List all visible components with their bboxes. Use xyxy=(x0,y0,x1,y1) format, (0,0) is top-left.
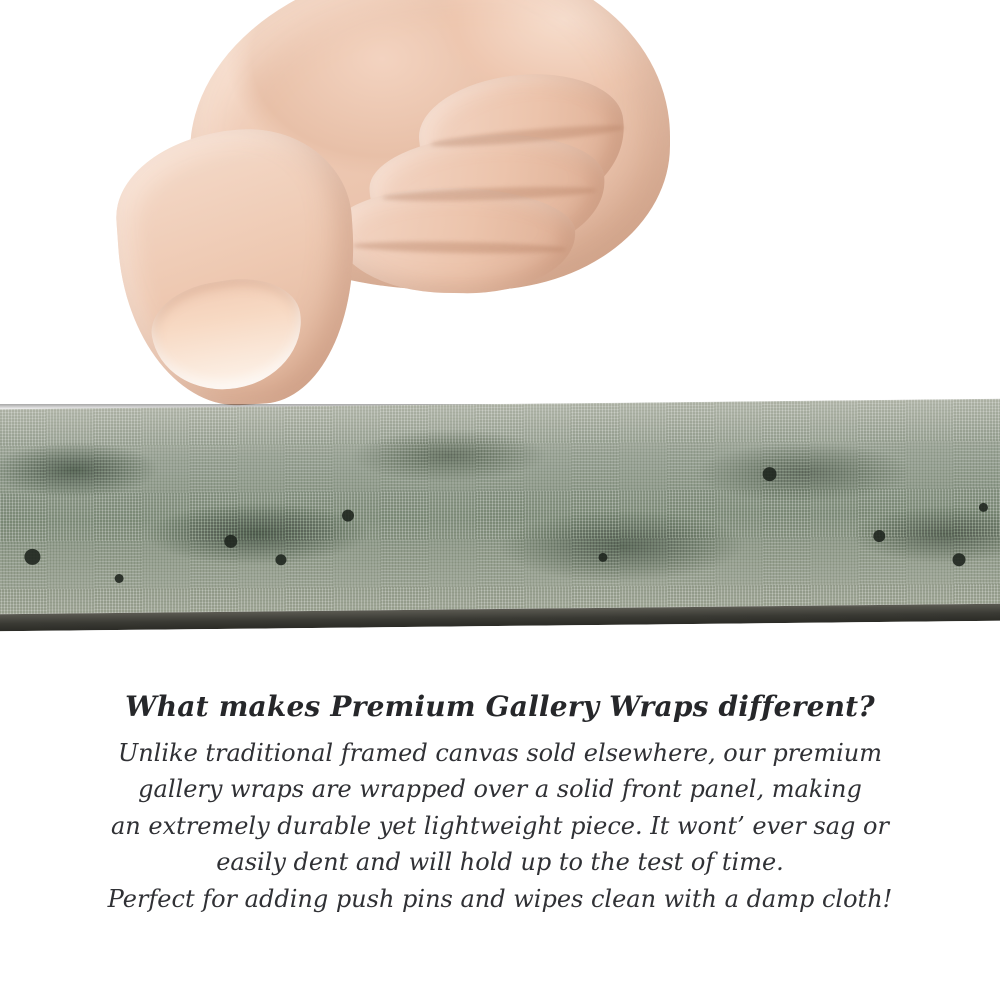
caption-block xyxy=(0,690,1000,917)
hand-illustration xyxy=(120,0,680,430)
caption-line: an extremely durable yet lightweight piece. It wont’ ever sag or xyxy=(111,811,889,840)
canvas-speck xyxy=(598,553,607,562)
caption-line: easily dent and will hold up to the test of time. xyxy=(216,848,784,877)
canvas-speck xyxy=(979,503,988,512)
caption-heading: What makes Premium Gallery Wraps different? xyxy=(125,690,875,723)
thumbnail-shape xyxy=(145,270,310,400)
canvas-speck xyxy=(115,574,124,583)
canvas-edge-strip xyxy=(0,399,1000,632)
canvas-speck xyxy=(224,535,237,548)
caption-line: gallery wraps are wrapped over a solid front panel, making xyxy=(138,775,862,804)
canvas-weave-texture xyxy=(0,399,1000,615)
canvas-speck xyxy=(873,530,885,542)
canvas-speck xyxy=(952,553,965,566)
canvas-printed-surface xyxy=(0,399,1000,615)
canvas-speck xyxy=(24,549,40,565)
thumb-shape xyxy=(111,122,365,413)
canvas-speck xyxy=(342,510,354,522)
canvas-speck xyxy=(275,554,286,565)
caption-line: Unlike traditional framed canvas sold elsewhere, our premium xyxy=(117,739,882,767)
canvas-speck xyxy=(763,467,777,481)
caption-line: Perfect for adding push pins and wipes clean with a damp cloth! xyxy=(107,884,893,913)
